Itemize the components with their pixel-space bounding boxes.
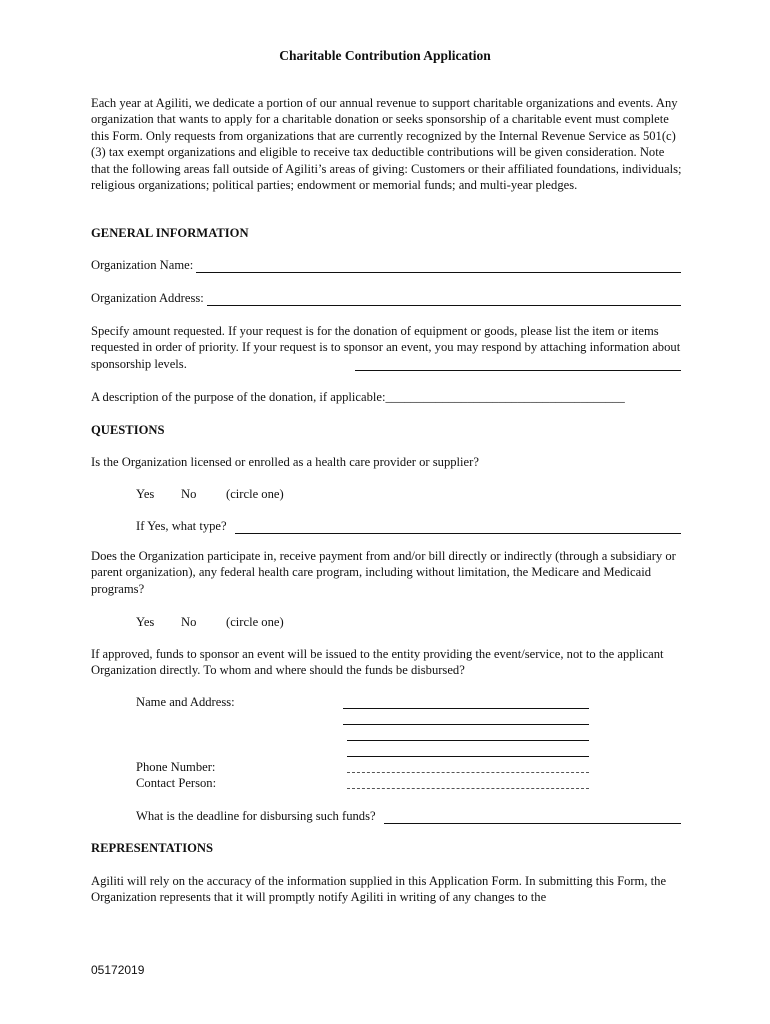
phone-number-field[interactable] <box>347 772 589 773</box>
purpose-label: A description of the purpose of the donation, if applicable: <box>91 390 386 404</box>
amount-requested-field[interactable] <box>355 370 681 371</box>
amount-requested-text: Specify amount requested. If your request is for the donation of equipment or goods, please list the item or items requested in order of priority. If your request is to sponsor an event, you may respond by attaching information about sponsorship levels. <box>91 324 681 371</box>
deadline-label: What is the deadline for disbursing such funds? <box>136 809 376 823</box>
name-address-line-3[interactable] <box>347 740 589 741</box>
question-health-care-provider: Is the Organization licensed or enrolled as a health care provider or supplier? <box>91 455 479 469</box>
phone-number-label: Phone Number: <box>136 760 216 774</box>
circle-one-note-1: (circle one) <box>226 487 284 501</box>
representations-text: Agiliti will rely on the accuracy of the information supplied in this Application Form. In submitting this Form, the Organization represents that it will promptly notify Agiliti in writing of any changes to the <box>91 874 667 905</box>
if-yes-row <box>136 518 681 534</box>
questions-heading: QUESTIONS <box>91 423 165 437</box>
purpose-row <box>91 389 681 405</box>
if-yes-type-field[interactable] <box>235 521 681 534</box>
name-address-line-2[interactable] <box>343 724 589 725</box>
circle-one-note-2: (circle one) <box>226 615 284 629</box>
organization-address-field[interactable] <box>207 293 681 306</box>
yes-option-1[interactable]: Yes <box>136 487 155 501</box>
intro-paragraph: Each year at Agiliti, we dedicate a portion of our annual revenue to support charitable organizations and events. Any organization that wants to apply for a charitable donation or seeks sponsorship of a charitable event must complete this Form. Only requests from organizations that are currently recognized by the Internal Revenue Service as 501(c)(3) tax exempt organizations and eligible to receive tax deductible contributions will be given consideration. Note that the following areas fall outside of Agiliti’s areas of giving: Customers or their affiliated foundations, individuals; religious organizations; political parties; endowment or memorial funds; and multi-year pledges. <box>91 96 682 193</box>
organization-address-row <box>91 290 681 306</box>
name-address-line-1[interactable] <box>343 708 589 709</box>
yes-option-2[interactable]: Yes <box>136 615 155 629</box>
name-address-line-4[interactable] <box>347 756 589 757</box>
contact-person-field[interactable] <box>347 788 589 789</box>
question-federal-program: Does the Organization participate in, receive payment from and/or bill directly or indirectly (through a subsidiary or parent organization), any federal health care program, including without limitation, the Medicare and Medicaid programs? <box>91 549 676 596</box>
organization-name-field[interactable] <box>196 260 681 273</box>
if-yes-label: If Yes, what type? <box>136 519 227 533</box>
form-revision-code: 05172019 <box>91 963 145 977</box>
purpose-field[interactable]: ______________________________________ <box>385 390 625 404</box>
representations-heading: REPRESENTATIONS <box>91 841 214 855</box>
no-option-2[interactable]: No <box>181 615 197 629</box>
organization-name-row <box>91 257 681 273</box>
page-title: Charitable Contribution Application <box>279 48 491 63</box>
organization-name-label: Organization Name: <box>91 258 194 272</box>
name-address-label: Name and Address: <box>136 695 235 709</box>
general-information-heading: GENERAL INFORMATION <box>91 226 249 240</box>
no-option-1[interactable]: No <box>181 487 197 501</box>
deadline-row <box>136 808 681 824</box>
funds-disbursement-text: If approved, funds to sponsor an event will be issued to the entity providing the event/service, not to the applicant Organization directly. To whom and where should the funds be disbursed? <box>91 647 664 678</box>
contact-person-label: Contact Person: <box>136 776 217 790</box>
organization-address-label: Organization Address: <box>91 291 204 305</box>
deadline-field[interactable] <box>384 811 681 824</box>
